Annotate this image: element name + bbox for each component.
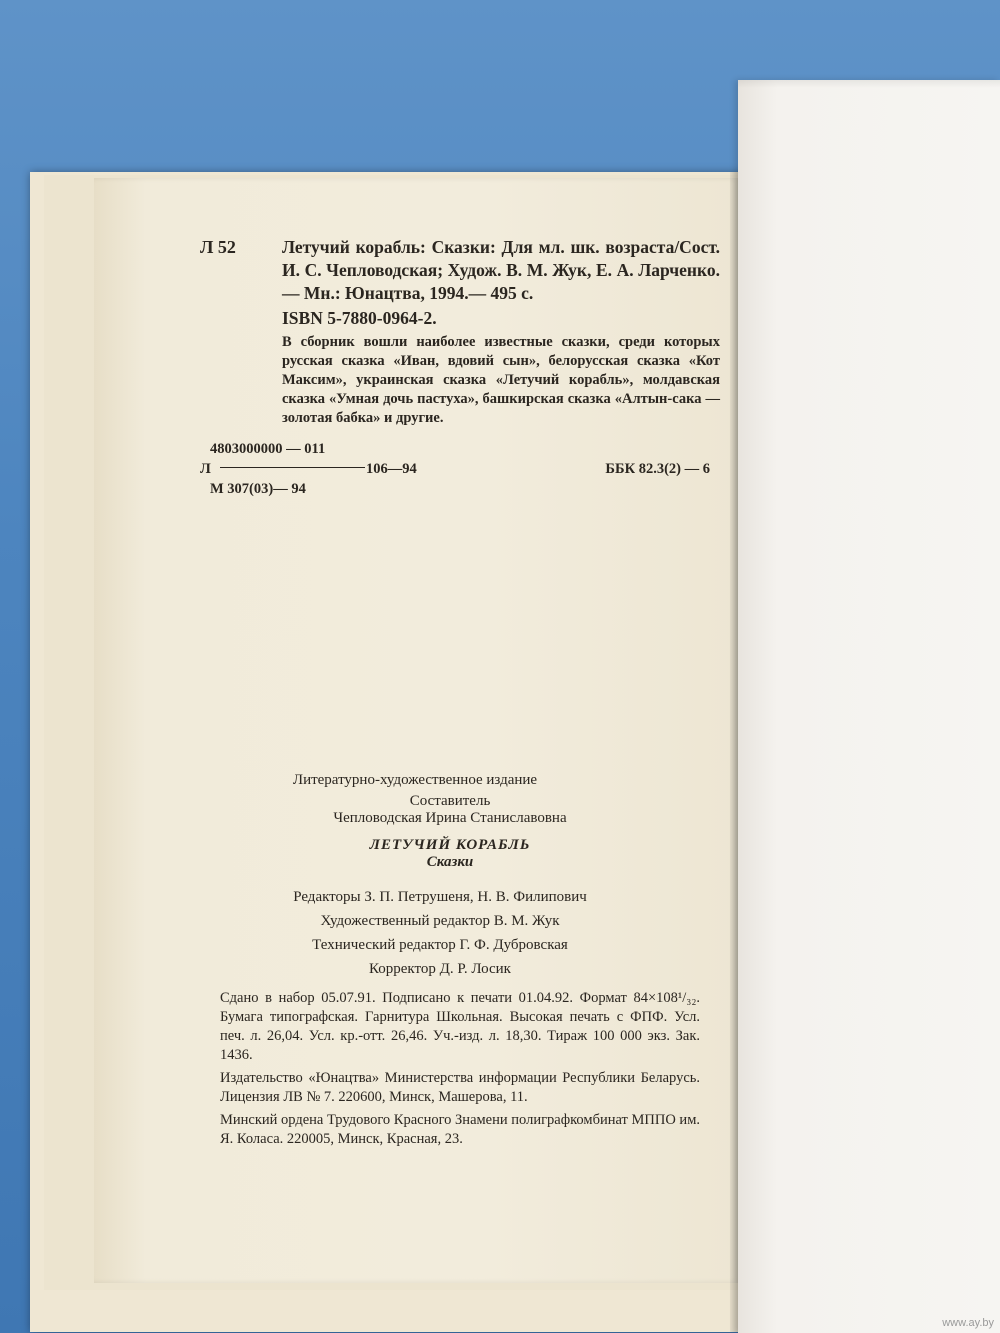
edition-type: Литературно-художественное издание bbox=[292, 772, 538, 788]
right-page bbox=[738, 80, 1000, 1333]
compiler-label: Составитель bbox=[409, 793, 491, 809]
publisher-info: Издательство «Юнацтва» Министерства информации Республики Беларусь. Лицензия ЛВ № 7. 220600, Минск, Машерова, 11. bbox=[220, 1070, 700, 1105]
printer-info: Минский ордена Трудового Красного Знамени полиграфкомбинат МППО им. Я. Коласа. 220005, Минск, Красная, 23. bbox=[220, 1112, 700, 1147]
classification-codes bbox=[200, 438, 720, 497]
catalog-code: Л 52 bbox=[200, 237, 236, 257]
right-page-edge bbox=[738, 80, 1000, 88]
print-details: Сдано в набор 05.07.91. Подписано к печати 01.04.92. Формат 84×108¹/₃₂. Бумага типографская. Гарнитура Школьная. Высокая печать с ФПФ. Усл. печ. л. 26,04. Усл. кр.-отт. 26,46. Уч.-изд. л. 18,30. Тираж 100 000 экз. Зак. 1436. bbox=[220, 990, 700, 1063]
isbn: ISBN 5-7880-0964-2. bbox=[282, 308, 437, 328]
bibliographic-record: Летучий корабль: Сказки: Для мл. шк. возраста/Сост. И. С. Чепловодская; Худож. В. М. Жук, Е. А. Ларченко.— Мн.: Юнацтва, 1994.— 495 с. bbox=[282, 237, 720, 303]
book-title: ЛЕТУЧИЙ КОРАБЛЬ bbox=[369, 837, 531, 853]
catalog-head bbox=[200, 236, 720, 305]
tech-editor: Технический редактор Г. Ф. Дубровская bbox=[312, 937, 568, 953]
staff-list bbox=[200, 885, 680, 981]
code-divider bbox=[220, 467, 365, 468]
abstract: В сборник вошли наиболее известные сказки, среди которых русская сказка «Иван, вдовий сын», белорусская сказка «Кот Максим», украинская сказка «Летучий корабль», молдавская сказка «Умная дочь пастуха», башкирская сказка «Алтын-сака — золотая бабка» и другие. bbox=[282, 334, 720, 426]
code-letter: Л bbox=[200, 461, 211, 477]
book-subtitle: Сказки bbox=[426, 854, 474, 870]
proofreader: Корректор Д. Р. Лосик bbox=[369, 961, 511, 977]
imprint-block bbox=[200, 772, 720, 1153]
bbk-code: ББК 82.3(2) — 6 bbox=[605, 461, 710, 477]
code-line-2: 106—94 bbox=[366, 461, 417, 477]
art-editor: Художественный редактор В. М. Жук bbox=[320, 913, 560, 929]
editors: Редакторы З. П. Петрушеня, Н. В. Филипович bbox=[293, 889, 587, 905]
code-line-3: М 307(03)— 94 bbox=[210, 481, 306, 497]
compiler-name: Чепловодская Ирина Станиславовна bbox=[333, 810, 567, 826]
show-through-text bbox=[250, 500, 720, 750]
watermark: www.ay.by bbox=[942, 1317, 994, 1329]
code-line-1: 4803000000 — 011 bbox=[210, 441, 326, 457]
technical-details bbox=[220, 989, 700, 1149]
catalog-record bbox=[200, 236, 720, 497]
